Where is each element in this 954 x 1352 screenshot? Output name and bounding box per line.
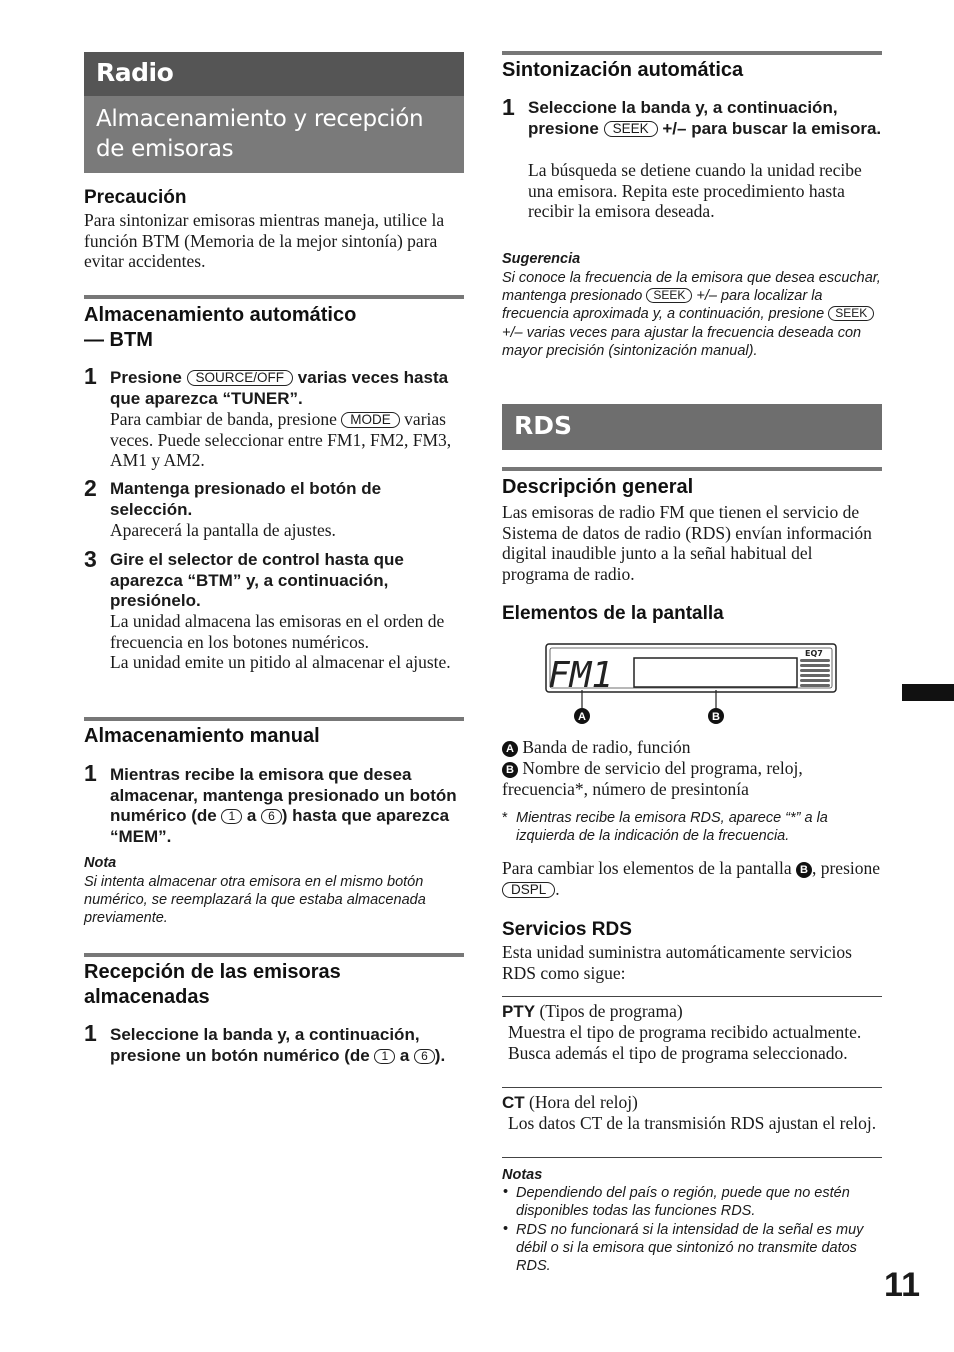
- descripcion-text: Las emisoras de radio FM que tienen el servicio de Sistema de datos de radio (RDS) envían información digital inaudible junto a la señal habitual del programa de radio.: [502, 502, 872, 584]
- section-rule: [84, 717, 464, 721]
- note-bullet: •: [503, 1184, 509, 1200]
- step-number: 1: [502, 94, 515, 120]
- preset-button-1-label: 1: [221, 809, 242, 824]
- marker-a-label: A: [578, 711, 586, 723]
- step-number: 1: [84, 1020, 97, 1046]
- elementos-heading: Elementos de la pantalla: [502, 603, 724, 624]
- preset-button-6-label: 6: [261, 809, 282, 824]
- manual-step1-instruction: Mientras recibe la emisora que desea almacenar, mantenga presionado un botón numérico (de 1 a 6 ) hasta que aparezca “MEM”.: [110, 765, 457, 846]
- step-number: 1: [84, 760, 97, 786]
- recepcion-step1-instruction: Seleccione la banda y, a continuación, presione un botón numérico (de 1 a 6 ).: [110, 1025, 446, 1065]
- section-rule: [502, 51, 882, 55]
- manual-heading: Almacenamiento manual: [84, 725, 320, 747]
- note-bullet: •: [503, 1221, 509, 1237]
- service-row-ct-desc: Los datos CT de la transmisión RDS ajustan el reloj.: [508, 1113, 877, 1133]
- banner-subtitle-title: Almacenamiento y recepción de emisoras: [96, 106, 424, 162]
- recepcion-heading-line1: Recepción de las emisoras: [84, 961, 341, 983]
- seek-button-label: SEEK: [646, 288, 692, 303]
- step-number: 1: [84, 363, 97, 389]
- section-banner-radio: [84, 52, 464, 96]
- display-illustration: [540, 640, 840, 730]
- sugerencia-heading: Sugerencia: [502, 251, 581, 267]
- btm-step3-instruction: Gire el selector de control hasta que aparezca “BTM” y, a continuación, presiónelo.: [110, 550, 404, 611]
- step-number: 3: [84, 546, 97, 572]
- manual-note-text: Si intenta almacenar otra emisora en el mismo botón numérico, se reemplazará la que estaba almacenada previamente.: [84, 874, 426, 927]
- btm-step3-description-1: La unidad almacena las emisoras en el orden de frecuencia en los botones numéricos.: [110, 611, 445, 652]
- section-banner-rds: [502, 404, 882, 450]
- btm-step2-instruction: Mantenga presionado el botón de selección.: [110, 479, 382, 519]
- service-row-pty-desc: Muestra el tipo de programa recibido actualmente. Busca además el tipo de programa seleccionado.: [508, 1022, 862, 1063]
- section-banner-subtitle: [84, 96, 464, 173]
- servicios-heading: Servicios RDS: [502, 919, 632, 940]
- element-a-item: A Banda de radio, función: [502, 737, 882, 758]
- recepcion-heading-line2: almacenadas: [84, 986, 210, 1008]
- marker-b-icon: B: [796, 862, 812, 878]
- table-rule: [502, 996, 882, 997]
- btm-heading-line2: — BTM: [84, 329, 153, 351]
- display-change-instruction: Para cambiar los elementos de la pantalla B , presione DSPL .: [502, 858, 881, 899]
- section-rule: [84, 953, 464, 957]
- source-off-button-label: SOURCE/OFF: [187, 370, 294, 386]
- section-rule: [502, 467, 882, 471]
- sintonizacion-step1-instruction: Seleccione la banda y, a continuación, presione SEEK +/– para buscar la emisora.: [528, 98, 882, 138]
- notas-heading: Notas: [502, 1167, 543, 1183]
- table-rule: [502, 1087, 882, 1088]
- service-row-pty-title: PTY (Tipos de programa): [502, 1001, 683, 1021]
- section-rule: [84, 295, 464, 299]
- preset-button-6-label: 6: [414, 1049, 435, 1064]
- mode-button-label: MODE: [341, 412, 400, 428]
- marker-b-label: B: [712, 711, 720, 723]
- sintonizacion-heading: Sintonización automática: [502, 59, 744, 81]
- seek-button-label: SEEK: [828, 306, 874, 321]
- element-b-item: B Nombre de servicio del programa, reloj, frecuencia*, número de presintonía: [502, 758, 803, 799]
- footnote-mark: *: [502, 810, 508, 826]
- btm-heading-line1: Almacenamiento automático: [84, 304, 357, 326]
- table-rule: [502, 1157, 882, 1158]
- dspl-button-label: DSPL: [502, 882, 555, 898]
- note-item-1: Dependiendo del país o región, puede que no estén disponibles todas las funciones RDS.: [516, 1185, 850, 1220]
- display-text-area: [634, 658, 797, 687]
- step-number: 2: [84, 475, 97, 501]
- preset-button-1-label: 1: [374, 1049, 395, 1064]
- btm-step1-instruction: Presione SOURCE/OFF varias veces hasta que aparezca “TUNER”.: [110, 368, 449, 408]
- page-number: 11: [884, 1266, 920, 1304]
- precaucion-heading: Precaución: [84, 187, 187, 208]
- btm-step2-description: Aparecerá la pantalla de ajustes.: [110, 520, 336, 540]
- precaucion-text: Para sintonizar emisoras mientras maneja, utilice la función BTM (Memoria de la mejor sintonía) para evitar accidentes.: [84, 210, 445, 272]
- banner-rds-title: RDS: [514, 411, 573, 440]
- descripcion-heading: Descripción general: [502, 476, 694, 498]
- servicios-text: Esta unidad suministra automáticamente servicios RDS como sigue:: [502, 942, 852, 983]
- note-item-2: RDS no funcionará si la intensidad de la señal es muy débil o si la emisora que sintonizó no transmite datos RDS.: [516, 1222, 864, 1275]
- display-eq-badge: EQ7: [805, 649, 823, 658]
- btm-step1-description: Para cambiar de banda, presione MODE varias veces. Puede seleccionar entre FM1, FM2, FM3, AM1 y AM2.: [110, 409, 452, 471]
- marker-a-icon: A: [502, 741, 518, 757]
- marker-b-icon: B: [502, 762, 518, 778]
- service-row-ct-title: CT (Hora del reloj): [502, 1092, 638, 1112]
- btm-step3-description-2: La unidad emite un pitido al almacenar el ajuste.: [110, 652, 451, 672]
- sugerencia-text: Si conoce la frecuencia de la emisora que desea escuchar, mantenga presionado SEEK +/– para localizar la frecuencia aproximada y, a continuación, presione SEEK +/– varias veces para ajustar la frecuencia deseada con mayor precisión (sintonización manual).: [502, 270, 881, 359]
- footnote-text: Mientras recibe la emisora RDS, aparece “*” a la izquierda de la indicación de la frecuencia.: [516, 810, 828, 845]
- manual-note-heading: Nota: [84, 855, 117, 871]
- display-band-text: FM1: [548, 655, 614, 696]
- seek-button-label: SEEK: [604, 121, 658, 137]
- sintonizacion-step1-description: La búsqueda se detiene cuando la unidad recibe una emisora. Repita este procedimiento hasta recibir la emisora deseada.: [528, 160, 862, 222]
- side-tab-marker: [902, 684, 954, 701]
- banner-radio-title: Radio: [96, 58, 174, 87]
